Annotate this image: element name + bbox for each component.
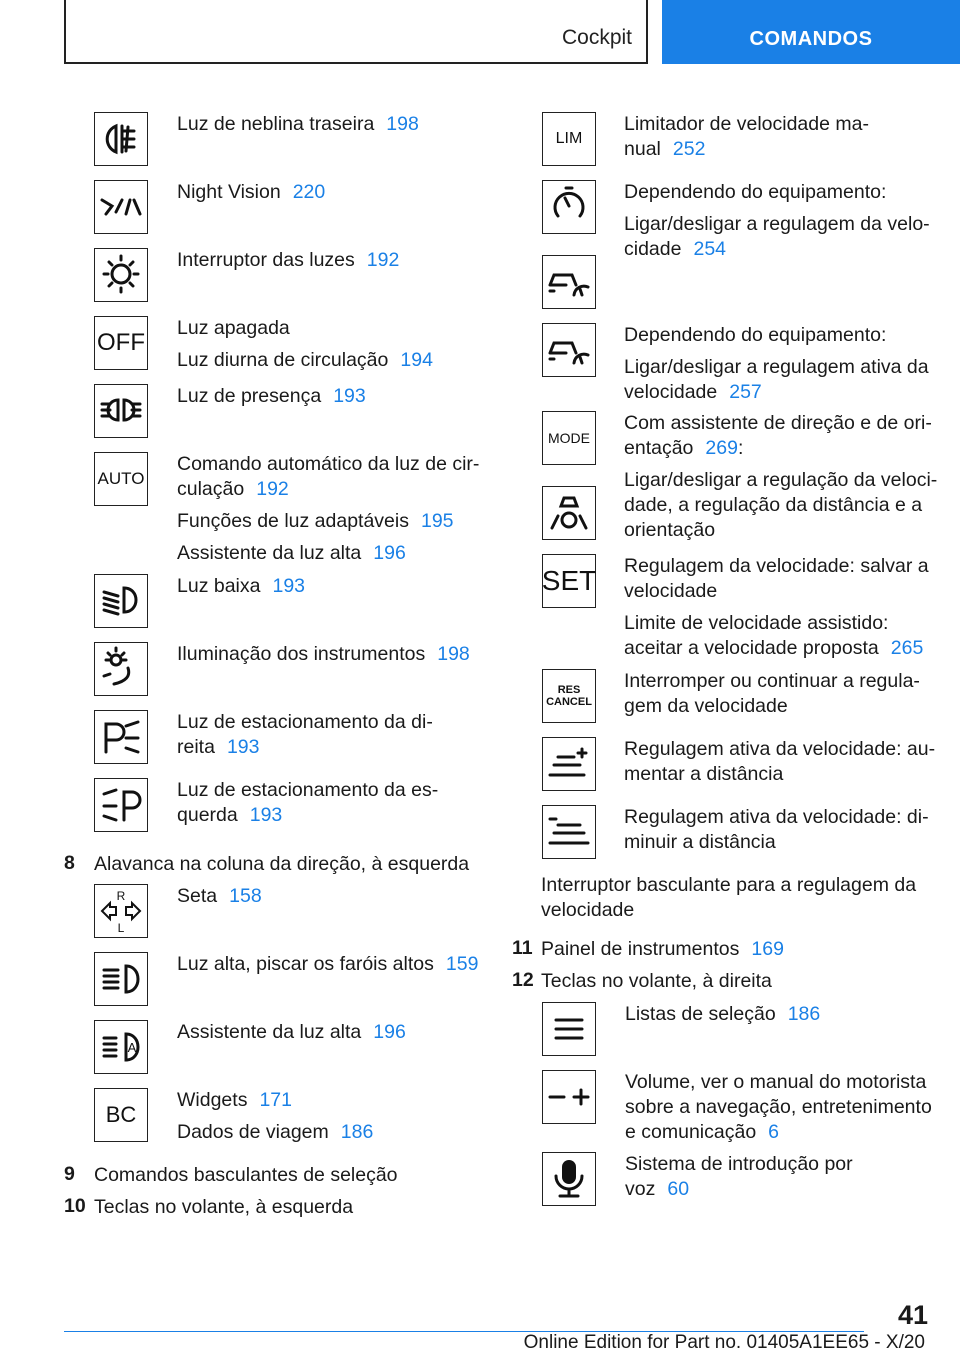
description-line: [624, 237, 930, 262]
page-ref-link[interactable]: 196: [373, 1021, 406, 1043]
description-line: [624, 212, 930, 237]
line-text: Luz de estacionamento da di-: [177, 711, 433, 733]
auto-light-icon-glyph: AUTO: [97, 469, 145, 488]
mode-icon-glyph: MODE: [548, 430, 590, 446]
night-vision-icon: [94, 180, 148, 234]
description-line: [624, 611, 929, 636]
heading-text: Teclas no volante, à esquerda: [94, 1196, 354, 1218]
item-description: [177, 248, 399, 273]
item-number: 10: [64, 1195, 86, 1217]
volume-icon: [542, 1070, 596, 1124]
light-switch-icon: [94, 248, 148, 302]
description-line: [177, 1088, 373, 1113]
line-text: Dependendo do equipamento:: [624, 324, 887, 346]
line-text: Ligar/desligar a regulação da veloci-: [624, 469, 938, 491]
line-text: Luz baixa: [177, 575, 261, 597]
description-line: [177, 452, 479, 477]
item-description: [177, 384, 366, 409]
item-heading: [541, 969, 772, 994]
line-text: Ligar/desligar a regulagem ativa da: [624, 356, 929, 378]
description-line: [177, 884, 262, 909]
line-text: Limite de velocidade assistido:: [624, 612, 889, 634]
description-line: [624, 436, 937, 461]
description-line: [177, 803, 438, 828]
description-line: [177, 541, 479, 566]
line-text: sobre a navegação, entretenimento: [625, 1096, 932, 1118]
page-ref-link[interactable]: 252: [672, 138, 706, 160]
page-ref-link[interactable]: 192: [366, 249, 400, 271]
line-text: Regulagem da velocidade: salvar a: [624, 555, 929, 577]
rear-fog-light-icon: [94, 112, 148, 166]
page-ref-link[interactable]: 193: [249, 804, 283, 826]
item-description: [177, 574, 305, 599]
line-text: Listas de seleção: [625, 1003, 776, 1025]
page-ref-link[interactable]: 196: [373, 542, 406, 564]
item-number: 11: [512, 937, 533, 959]
description-line: [177, 1020, 406, 1045]
line-text: culação: [177, 478, 245, 500]
item-number: 9: [64, 1163, 75, 1185]
page-ref-link[interactable]: 193: [272, 575, 306, 597]
bc-icon: [94, 1088, 148, 1142]
microphone-icon: [542, 1152, 596, 1206]
line-text: velocidade: [624, 381, 718, 403]
page-ref-link[interactable]: 60: [667, 1178, 690, 1200]
description-line: [177, 642, 470, 667]
item-description: [624, 669, 920, 719]
active-cruise-icon: [542, 255, 596, 309]
description-line: [624, 380, 929, 405]
line-text: Regulagem ativa da velocidade: di-: [624, 806, 929, 828]
section-title: Cockpit: [561, 26, 632, 49]
active-cruise-icon-2: [542, 323, 596, 377]
page-ref-link[interactable]: 194: [400, 349, 433, 371]
description-line: [624, 737, 935, 762]
description-line: [177, 952, 478, 977]
header-section: [64, 0, 648, 64]
set-icon: [542, 554, 596, 608]
turn-signal-icon: [94, 884, 148, 938]
description-line: [624, 762, 935, 787]
description-line: [625, 1177, 853, 1202]
distance-minus-icon: [542, 805, 596, 859]
item-description: [177, 180, 325, 205]
description-line: [624, 669, 920, 694]
item-description: [624, 323, 929, 405]
description-line: [177, 248, 399, 273]
heading-text: Comandos basculantes de seleção: [94, 1164, 398, 1186]
page-ref-link[interactable]: 192: [256, 478, 289, 500]
item-description: [177, 952, 478, 977]
item-description: [624, 180, 930, 262]
line-text: Assistente da luz alta: [177, 1021, 362, 1043]
line-text: aceitar a velocidade proposta: [624, 637, 879, 659]
page-ref-link[interactable]: 169: [751, 938, 784, 960]
description-line: [177, 112, 419, 137]
item-description: [177, 452, 479, 566]
item-heading: [94, 852, 469, 877]
item-heading: [94, 1163, 398, 1188]
set-icon-glyph: SET: [541, 565, 597, 596]
bc-icon-glyph: BC: [105, 1102, 137, 1127]
line-text: Assistente da luz alta: [177, 542, 362, 564]
page-number: 41: [897, 1300, 928, 1330]
description-line: [625, 1120, 932, 1145]
page-ref-link[interactable]: 186: [340, 1121, 374, 1143]
item-heading: [94, 1195, 353, 1220]
line-text: Funções de luz adaptáveis: [177, 510, 409, 532]
item-description: [624, 737, 935, 787]
parking-right-icon: [94, 710, 148, 764]
description-line: [625, 1002, 820, 1027]
description-line: [624, 518, 937, 543]
item-description: [625, 1070, 932, 1145]
item-description: [624, 805, 929, 855]
description-line: [177, 1120, 373, 1145]
line-text: Luz alta, piscar os faróis altos: [177, 953, 434, 975]
description-line: [177, 316, 433, 341]
page-ref-link[interactable]: 193: [333, 385, 366, 407]
header-chapter: [662, 0, 960, 64]
line-text: Interromper ou continuar a regula-: [624, 670, 920, 692]
lim-icon-glyph: LIM: [555, 130, 583, 147]
svg-text:A: A: [127, 1040, 137, 1055]
line-text: Comando automático da luz de cir-: [177, 453, 480, 475]
high-beam-assist-icon: [94, 1020, 148, 1074]
line-text: Night Vision: [177, 181, 281, 203]
line-text: dade, a regulação da distância e a: [624, 494, 923, 516]
line-text: cidade: [624, 238, 682, 260]
description-line: [625, 1095, 932, 1120]
line-text: querda: [177, 804, 238, 826]
heading-text: Alavanca na coluna da direção, à esquerda: [94, 853, 470, 875]
description-line: [624, 468, 937, 493]
item-description: [624, 112, 869, 162]
line-text: Luz de neblina traseira: [177, 113, 375, 135]
line-text: Ligar/desligar a regulagem da velo-: [624, 213, 930, 235]
description-line: [177, 477, 479, 502]
parking-light-icon: [94, 384, 148, 438]
rocker-description: [541, 873, 916, 923]
item-description: [177, 1020, 406, 1045]
off-icon: [94, 316, 148, 370]
page-ref-link[interactable]: 198: [386, 113, 419, 135]
item-description: [625, 1152, 853, 1202]
page-ref-link[interactable]: 193: [226, 736, 260, 758]
line-text: Iluminação dos instrumentos: [177, 643, 426, 665]
description-line: [625, 1152, 853, 1177]
description-line: [177, 180, 325, 205]
description-line: [624, 323, 929, 348]
page-ref-link[interactable]: 269: [705, 437, 738, 459]
line-text: Luz diurna de circulação: [177, 349, 389, 371]
line-text: Luz apagada: [177, 317, 290, 339]
page-ref-link[interactable]: 220: [292, 181, 326, 203]
list-icon: [542, 1002, 596, 1056]
line-text: nual: [624, 138, 661, 160]
description-line: [624, 112, 869, 137]
description-line: [624, 180, 930, 205]
off-icon-glyph: OFF: [97, 329, 145, 356]
heading-text: Teclas no volante, à direita: [541, 970, 772, 992]
line-text: voz: [625, 1178, 656, 1200]
line-text: Regulagem ativa da velocidade: au-: [624, 738, 936, 760]
item-description: [177, 710, 433, 760]
line-text: e comunicação: [625, 1121, 757, 1143]
item-description: [177, 1088, 373, 1145]
page-ref-link[interactable]: 265: [890, 637, 924, 659]
description-line: [177, 384, 366, 409]
lim-icon: [542, 112, 596, 166]
item-heading: [541, 937, 784, 962]
line-text: Widgets: [177, 1089, 248, 1111]
line-text: Limitador de velocidade ma-: [624, 113, 869, 135]
line-text: Dependendo do equipamento:: [624, 181, 887, 203]
item-description: [177, 316, 433, 373]
item-description: [177, 778, 438, 828]
rocker-line: velocidade: [541, 899, 635, 921]
item-description: [624, 411, 937, 543]
line-text: orientação: [624, 519, 716, 541]
line-text: Volume, ver o manual do motorista: [625, 1071, 927, 1093]
instrument-lighting-icon: [94, 642, 148, 696]
description-line: [624, 554, 929, 579]
res-cancel-icon-glyph: RES CANCEL: [546, 684, 592, 708]
description-line: [624, 493, 937, 518]
description-line: [624, 636, 929, 661]
description-line: [624, 411, 937, 436]
page-ref-link[interactable]: 6: [768, 1121, 780, 1143]
line-text: gem da velocidade: [624, 695, 788, 717]
item-description: [177, 112, 419, 137]
line-text: Seta: [177, 885, 218, 907]
description-line: [177, 509, 479, 534]
line-text: Luz de presença: [177, 385, 322, 407]
description-line: [624, 355, 929, 380]
page-ref-link[interactable]: 257: [729, 381, 762, 403]
description-line: [177, 348, 433, 373]
description-line: [624, 579, 929, 604]
description-line: [624, 694, 920, 719]
page-ref-link[interactable]: 159: [445, 953, 479, 975]
auto-light-icon: [94, 452, 148, 506]
line-tail: :: [737, 437, 744, 459]
line-text: reita: [177, 736, 215, 758]
distance-plus-icon: [542, 737, 596, 791]
description-line: [624, 830, 929, 855]
footer-edition: Online Edition for Part no. 01405A1EE65 - X/20: [523, 1332, 925, 1353]
page-ref-link[interactable]: 254: [693, 238, 727, 260]
parking-left-icon: [94, 778, 148, 832]
description-line: [177, 735, 433, 760]
steering-assist-icon: [542, 486, 596, 540]
item-description: [177, 642, 470, 667]
line-text: minuir a distância: [624, 831, 776, 853]
item-description: [624, 554, 929, 661]
description-line: [624, 805, 929, 830]
page-ref-link[interactable]: 198: [437, 643, 470, 665]
item-number: 12: [512, 969, 534, 991]
line-text: entação: [624, 437, 694, 459]
line-text: velocidade: [624, 580, 718, 602]
svg-text:L: L: [117, 921, 125, 935]
item-number: 8: [64, 852, 75, 874]
low-beam-icon: [94, 574, 148, 628]
line-text: Com assistente de direção e de ori-: [624, 412, 932, 434]
high-beam-icon: [94, 952, 148, 1006]
page-ref-link[interactable]: 158: [229, 885, 262, 907]
item-description: [177, 884, 262, 909]
line-text: Dados de viagem: [177, 1121, 329, 1143]
description-line: [624, 137, 869, 162]
mode-icon: [542, 411, 596, 465]
speed-control-icon: [542, 180, 596, 234]
page-ref-link[interactable]: 195: [420, 510, 454, 532]
description-line: [177, 574, 305, 599]
page-ref-link[interactable]: 171: [259, 1089, 292, 1111]
description-line: [177, 710, 433, 735]
rocker-line: Interruptor basculante para a regulagem da: [541, 874, 917, 896]
line-text: Sistema de introdução por: [625, 1153, 853, 1175]
item-description: [625, 1002, 820, 1027]
svg-text:R: R: [116, 889, 126, 903]
page-ref-link[interactable]: 186: [787, 1003, 821, 1025]
line-text: Luz de estacionamento da es-: [177, 779, 439, 801]
description-line: [177, 778, 438, 803]
res-cancel-icon: [542, 669, 596, 723]
line-text: mentar a distância: [624, 763, 784, 785]
description-line: [625, 1070, 932, 1095]
chapter-title: COMANDOS: [749, 28, 873, 50]
line-text: Interruptor das luzes: [177, 249, 355, 271]
heading-text: Painel de instrumentos: [541, 938, 740, 960]
